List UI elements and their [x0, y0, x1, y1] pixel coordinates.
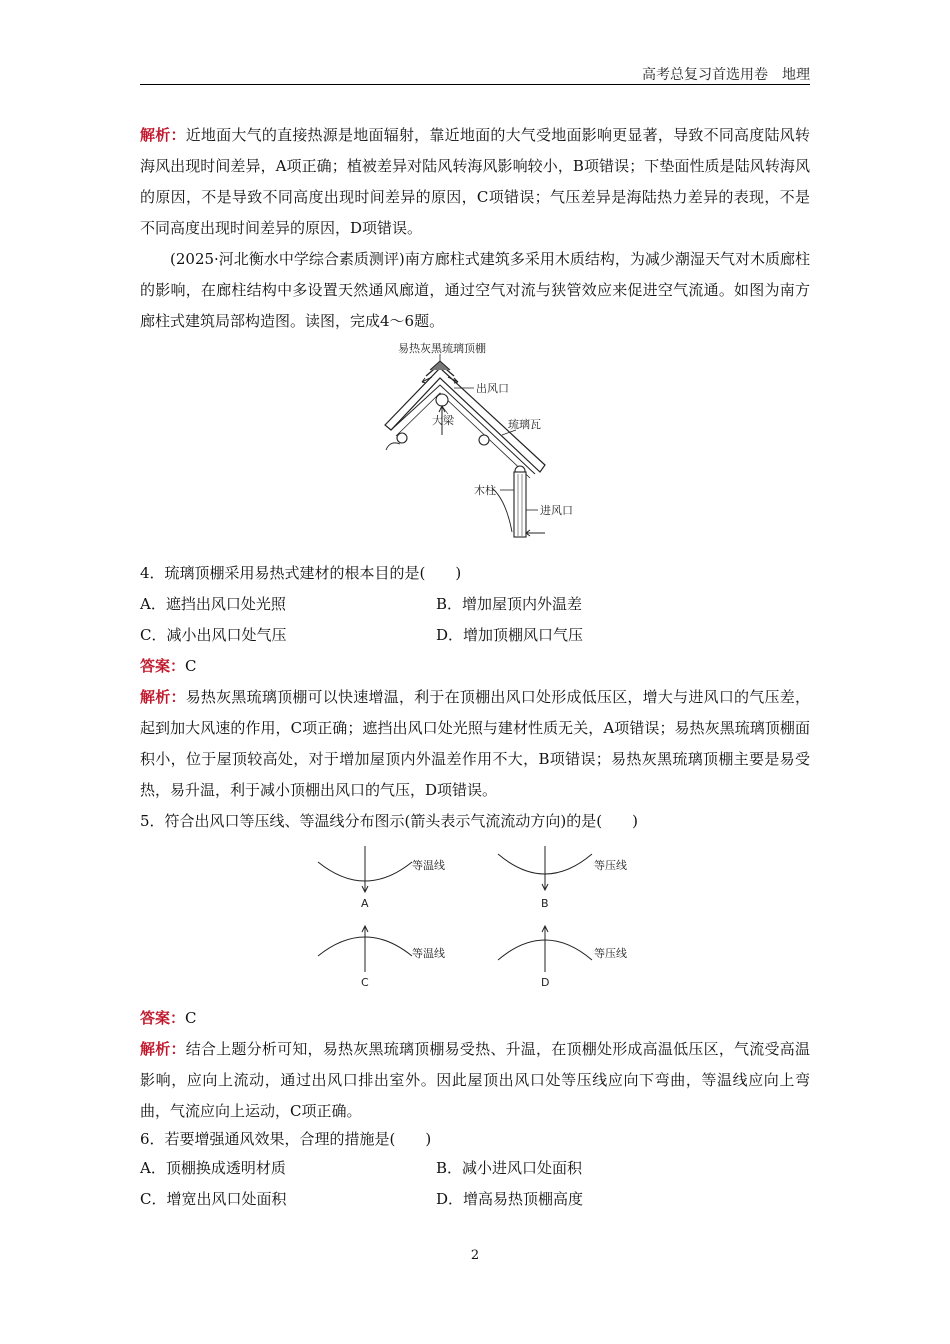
q4-option-b: B．增加屋顶内外温差	[436, 595, 583, 613]
option-b-label: 等压线	[594, 859, 627, 872]
answer-label: 答案：	[140, 657, 186, 675]
page-header: 高考总复习首选用卷 地理	[642, 67, 810, 83]
page-number: 2	[470, 1248, 480, 1263]
option-d-letter: D	[541, 976, 550, 989]
label-beam: 大梁	[432, 414, 454, 427]
beam-left	[397, 433, 407, 443]
analysis-paragraph-1	[140, 120, 810, 244]
q6-option-d: D．增高易热顶棚高度	[436, 1190, 584, 1208]
beam-mid	[479, 435, 489, 445]
option-b-letter: B	[541, 897, 549, 910]
answer-label: 答案：	[140, 1009, 186, 1027]
option-c-letter: C	[361, 976, 369, 989]
canopy-roof	[430, 361, 450, 370]
q4-option-d: D．增加顶棚风口气压	[436, 626, 584, 644]
label-column: 木柱	[474, 484, 496, 497]
analysis-text: 近地面大气的直接热源是地面辐射，靠近地面的大气受地面影响更显著，导致不同高度陆风转海风出现时间差异，A项正确；植被差异对陆风转海风影响较小，B项错误；下垫面性质是陆风转海风的原因，不是导致不同高度出现时间差异的原因，C项错误；气压差异是海陆热力差异的表现，不是不同高度出现时间差异的原因，D项错误。	[140, 126, 810, 237]
analysis-label: 解析：	[140, 126, 186, 144]
q4-analysis-text: 易热灰黑琉璃顶棚可以快速增温，利于在顶棚出风口处形成低压区，增大与进风口的气压差，起到加大风速的作用，C项正确；遮挡出风口处光照与建材性质无关，A项错误；易热灰黑琉璃顶棚面积小，位于屋顶较高处，对于增加屋顶内外温差作用不大，B项错误；易热灰黑琉璃顶棚主要是易受热，易升温，利于减小顶棚出风口的气压，D项错误。	[140, 688, 810, 799]
q4-option-a: A．遮挡出风口处光照	[140, 595, 286, 613]
q4-answer-value: C	[185, 657, 197, 675]
option-d-label: 等压线	[594, 947, 627, 960]
building-structure-figure	[360, 340, 590, 545]
isoline-options-figure	[310, 842, 650, 992]
q4-option-c: C．减小出风口处气压	[140, 626, 287, 644]
q6-stem: 6．若要增强通风效果，合理的措施是( )	[140, 1130, 432, 1148]
intro-paragraph: (2025·河北衡水中学综合素质测评)南方廊柱式建筑多采用木质结构，为减少潮湿天气对木质廊柱的影响，在廊柱结构中多设置天然通风廊道，通过空气对流与狭管效应来促进空气流通。如图为南方廊柱式建筑局部构造图。读图，完成4～6题。	[140, 250, 810, 330]
header-divider	[140, 84, 810, 85]
q4-answer	[140, 651, 810, 682]
analysis-label: 解析：	[140, 1040, 186, 1058]
q6-option-c: C．增宽出风口处面积	[140, 1190, 287, 1208]
label-outlet: 出风口	[476, 382, 509, 395]
q5-analysis	[140, 1034, 810, 1127]
label-canopy: 易热灰黑琉璃顶棚	[398, 342, 486, 355]
option-d-diagram	[498, 926, 627, 989]
option-c-diagram	[318, 926, 445, 989]
option-a-diagram	[318, 846, 445, 910]
label-inlet: 进风口	[540, 504, 573, 517]
analysis-label: 解析：	[140, 688, 186, 706]
option-c-label: 等温线	[412, 947, 445, 960]
q5-answer	[140, 1003, 810, 1034]
wooden-column	[514, 472, 526, 537]
q5-answer-value: C	[185, 1009, 197, 1027]
q5-analysis-text: 结合上题分析可知，易热灰黑琉璃顶棚易受热、升温，在顶棚处形成高温低压区，气流受高温影响，应向上流动，通过出风口排出室外。因此屋顶出风口处等压线应向下弯曲，等温线应向上弯曲，气流应向上运动，C项正确。	[140, 1040, 810, 1120]
option-a-letter: A	[361, 897, 369, 910]
q4-stem: 4．琉璃顶棚采用易热式建材的根本目的是( )	[140, 564, 462, 582]
q6-option-a: A．顶棚换成透明材质	[140, 1159, 286, 1177]
option-a-label: 等温线	[412, 859, 445, 872]
q6-option-b: B．减小进风口处面积	[436, 1159, 583, 1177]
beam-top	[436, 394, 448, 406]
q5-stem: 5．符合出风口等压线、等温线分布图示(箭头表示气流流动方向)的是( )	[140, 812, 638, 830]
option-b-diagram	[498, 846, 627, 910]
q4-analysis	[140, 682, 810, 806]
label-tile: 琉璃瓦	[508, 418, 541, 431]
